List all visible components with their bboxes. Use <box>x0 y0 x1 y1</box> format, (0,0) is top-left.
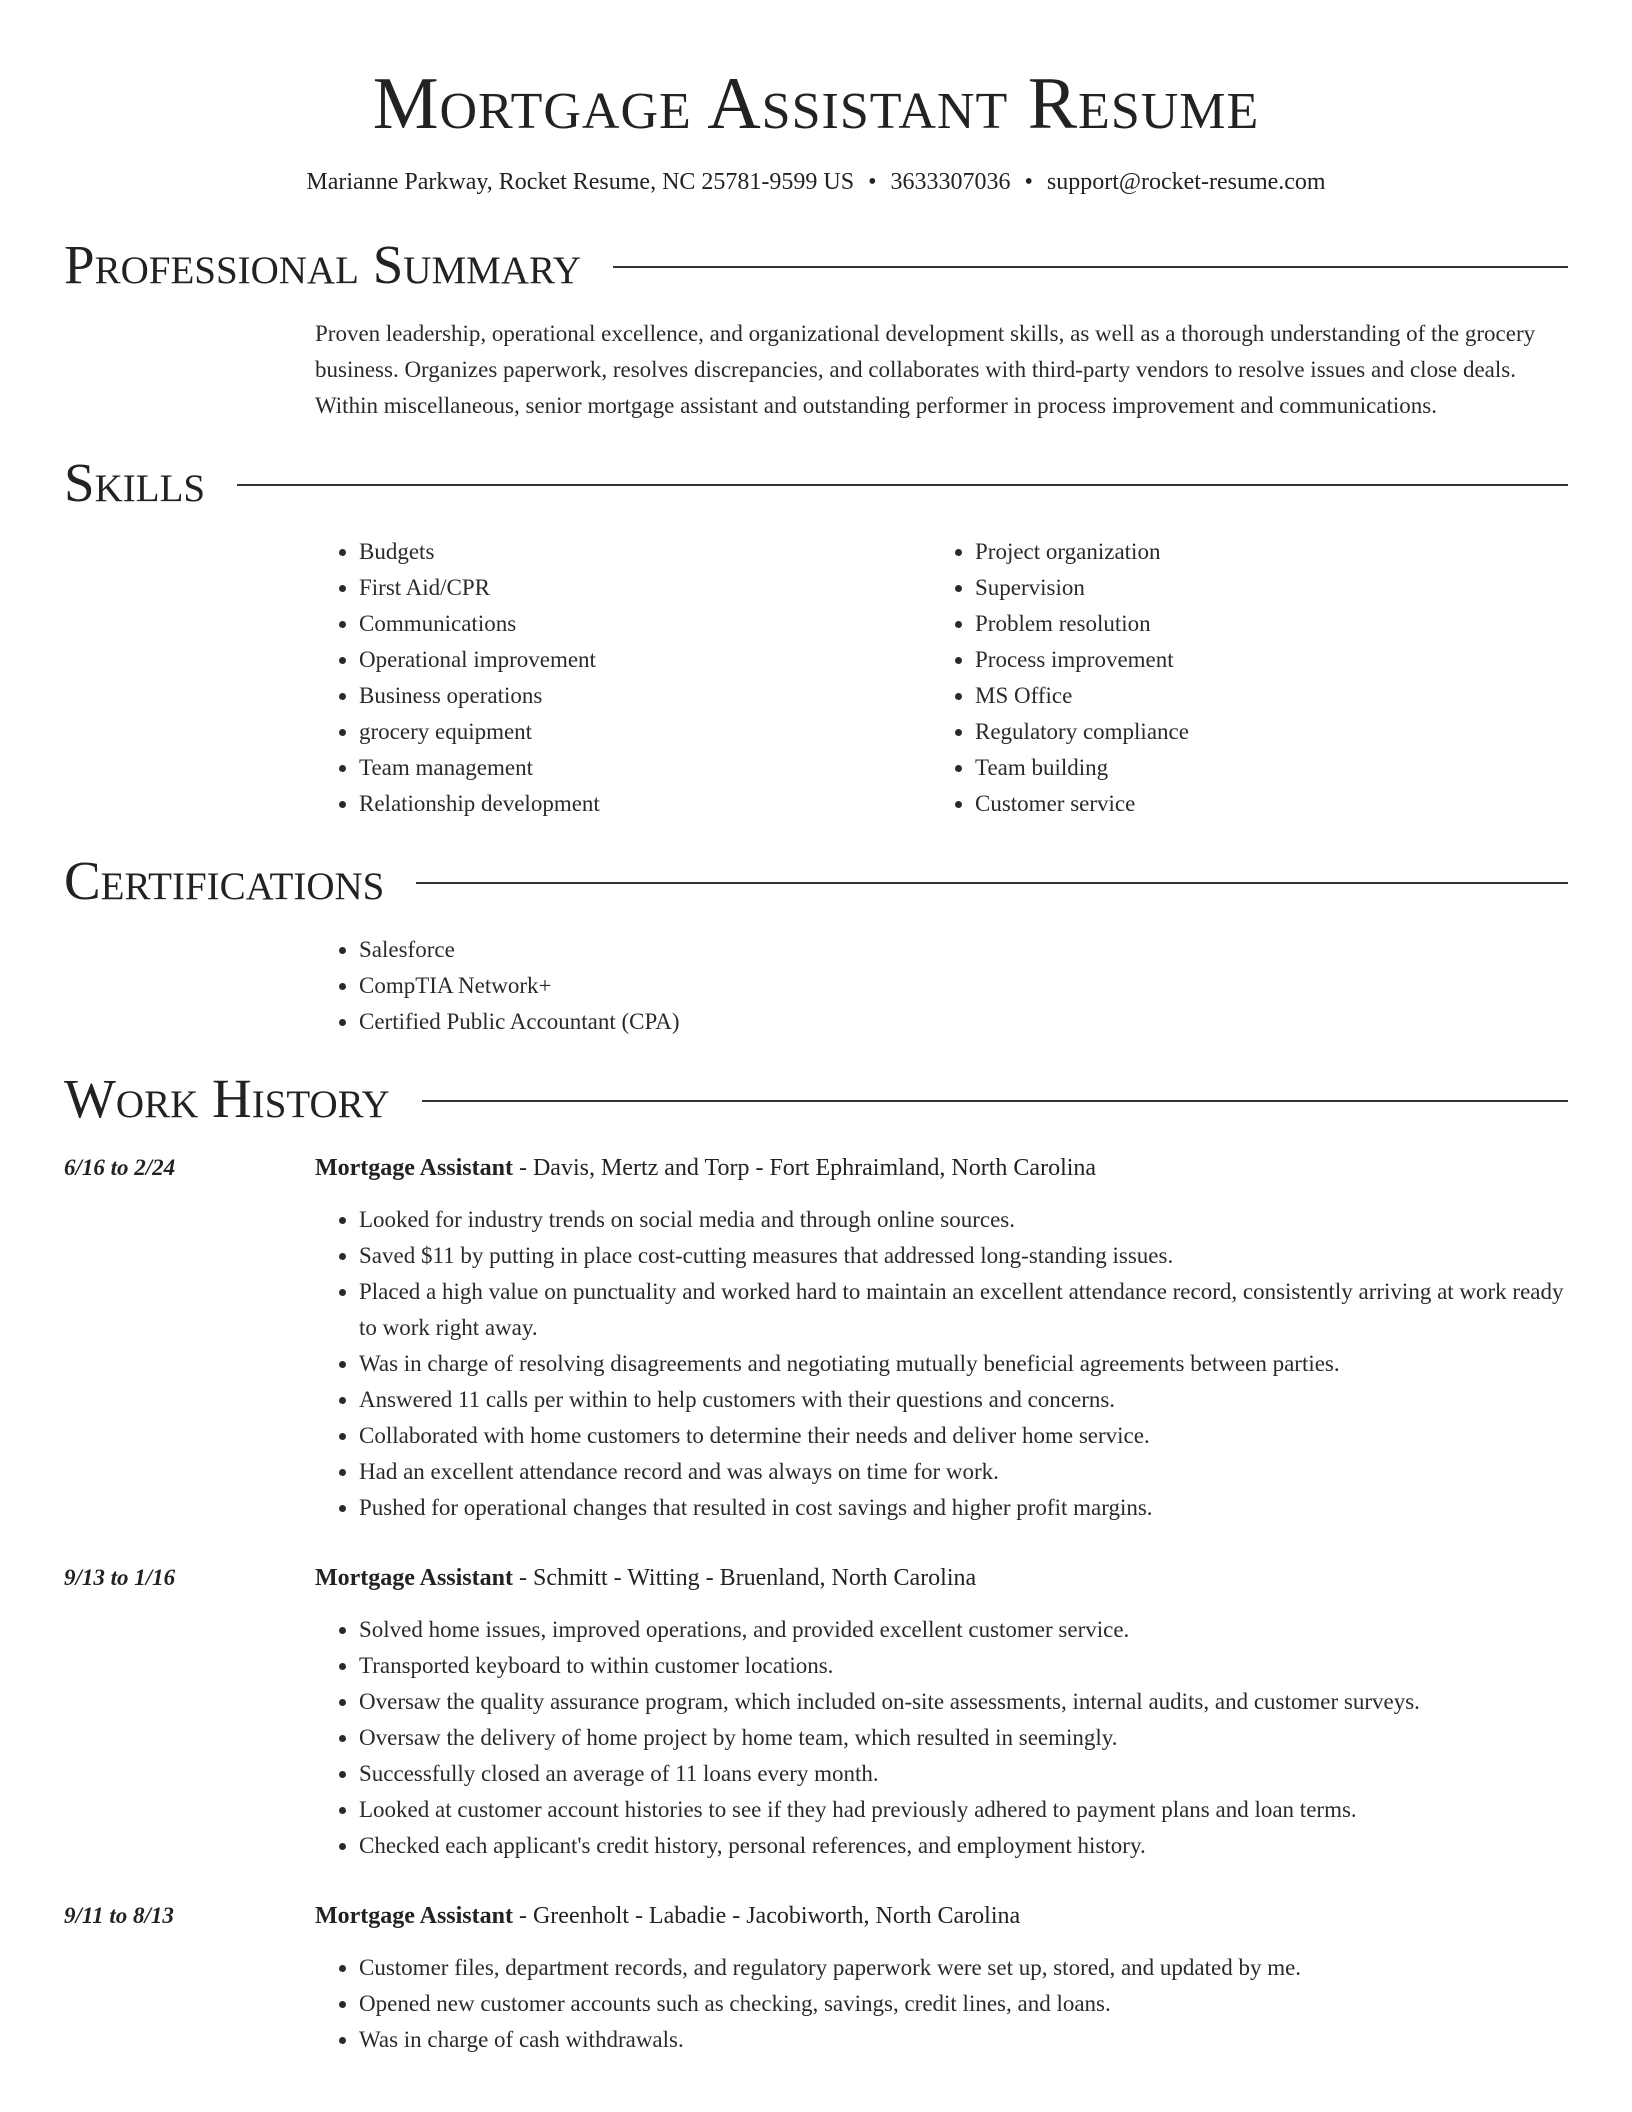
job-heading <box>315 1898 1568 1934</box>
job-dates: 9/13 to 1/16 <box>64 1565 176 1590</box>
job-bullets <box>315 1612 1568 1864</box>
skill-item: • MS Office <box>975 678 1547 714</box>
contact-address: Marianne Parkway, Rocket Resume, NC 25781-9599 US <box>306 169 855 195</box>
job-role: Mortgage Assistant <box>315 1155 513 1181</box>
summary-text: Proven leadership, operational excellence, and organizational development skills, as well as a thorough understanding of the grocery business. Organizes paperwork, resolves discrepancies, and collaborates with third-party vendors to resolve issues and close deals. Within miscellaneous, senior mortgage assistant and outstanding performer in process improvement and communications. <box>315 321 1536 418</box>
job-employer: - Davis, Mertz and Torp - Fort Ephraimland, North Carolina <box>512 1155 1097 1181</box>
certification-item: • CompTIA Network+ <box>359 968 1568 1004</box>
job-bullet: • Transported keyboard to within customer locations. <box>359 1648 1568 1684</box>
skill-item: • Process improvement <box>975 642 1547 678</box>
section-divider <box>237 484 1568 486</box>
job-bullets <box>315 1202 1568 1526</box>
job-employer: - Schmitt - Witting - Bruenland, North Carolina <box>512 1565 977 1591</box>
certification-item: • Salesforce <box>359 932 1568 968</box>
skill-item: • Supervision <box>975 570 1547 606</box>
section-divider <box>416 882 1568 884</box>
section-divider <box>422 1100 1568 1102</box>
job-bullet: • Was in charge of cash withdrawals. <box>359 2022 1568 2058</box>
job-entry <box>64 1560 1568 1864</box>
job-dates: 6/16 to 2/24 <box>64 1155 176 1180</box>
job-bullet: • Oversaw the delivery of home project by home team, which resulted in seemingly. <box>359 1720 1568 1756</box>
job-bullet: • Successfully closed an average of 11 loans every month. <box>359 1756 1568 1792</box>
skill-item: • Project organization <box>975 534 1547 570</box>
job-bullet: • Pushed for operational changes that resulted in cost savings and higher profit margins. <box>359 1490 1568 1526</box>
job-body <box>315 1560 1568 1864</box>
job-bullet: • Answered 11 calls per within to help customers with their questions and concerns. <box>359 1382 1568 1418</box>
skill-item: • grocery equipment <box>359 714 931 750</box>
job-bullet: • Was in charge of resolving disagreements and negotiating mutually beneficial agreements between parties. <box>359 1346 1568 1382</box>
skill-item: • Regulatory compliance <box>975 714 1547 750</box>
section-divider <box>613 266 1568 268</box>
summary-section-header <box>64 232 1568 298</box>
summary-heading: Professional Summary <box>64 234 582 295</box>
skill-item: • Customer service <box>975 786 1547 822</box>
skill-item: • Relationship development <box>359 786 931 822</box>
job-employer: - Greenholt - Labadie - Jacobiworth, North Carolina <box>512 1903 1021 1929</box>
job-bullet: • Checked each applicant's credit history, personal references, and employment history. <box>359 1828 1568 1864</box>
certifications-list <box>315 932 1568 1040</box>
skill-item: • Problem resolution <box>975 606 1547 642</box>
work-heading: Work History <box>64 1068 390 1129</box>
skills-heading: Skills <box>64 452 206 513</box>
skills-section-header <box>64 450 1568 516</box>
job-body <box>315 1150 1568 1526</box>
skill-item: • Business operations <box>359 678 931 714</box>
contact-line <box>64 166 1568 198</box>
skills-list-left <box>315 534 931 822</box>
certifications-heading: Certifications <box>64 850 385 911</box>
skill-item: • First Aid/CPR <box>359 570 931 606</box>
job-bullets <box>315 1950 1568 2058</box>
job-bullet: • Oversaw the quality assurance program, which included on-site assessments, internal audits, and customer surveys. <box>359 1684 1568 1720</box>
skills-list-right <box>931 534 1547 822</box>
job-entry <box>64 1898 1568 2058</box>
skill-item: • Team building <box>975 750 1547 786</box>
job-bullet: • Looked for industry trends on social media and through online sources. <box>359 1202 1568 1238</box>
skill-item: • Team management <box>359 750 931 786</box>
certifications-section-header <box>64 848 1568 914</box>
contact-email: support@rocket-resume.com <box>1046 169 1326 195</box>
job-bullet: • Solved home issues, improved operations, and provided excellent customer service. <box>359 1612 1568 1648</box>
resume-title: Mortgage Assistant Resume <box>372 63 1260 145</box>
skill-item: • Budgets <box>359 534 931 570</box>
resume-page <box>64 0 1568 2058</box>
job-bullet: • Looked at customer account histories to see if they had previously adhered to payment plans and loan terms. <box>359 1792 1568 1828</box>
job-bullet: • Customer files, department records, and regulatory paperwork were set up, stored, and updated by me. <box>359 1950 1568 1986</box>
job-bullet: • Collaborated with home customers to determine their needs and deliver home service. <box>359 1418 1568 1454</box>
job-role: Mortgage Assistant <box>315 1565 513 1591</box>
certifications-block <box>315 932 1568 1040</box>
skills-grid <box>315 534 1568 822</box>
job-entry <box>64 1150 1568 1526</box>
job-heading <box>315 1560 1568 1596</box>
contact-separator: • <box>1024 169 1033 195</box>
work-section-header <box>64 1066 1568 1132</box>
job-body <box>315 1898 1568 2058</box>
job-heading <box>315 1150 1568 1186</box>
job-bullet: • Placed a high value on punctuality and worked hard to maintain an excellent attendance record, consistently arriving at work ready to work right away. <box>359 1274 1568 1346</box>
contact-phone: 3633307036 <box>890 169 1011 195</box>
job-role: Mortgage Assistant <box>315 1903 513 1929</box>
skill-item: • Communications <box>359 606 931 642</box>
certification-item: • Certified Public Accountant (CPA) <box>359 1004 1568 1040</box>
job-dates: 9/11 to 8/13 <box>64 1903 174 1928</box>
job-bullet: • Opened new customer accounts such as checking, savings, credit lines, and loans. <box>359 1986 1568 2022</box>
job-bullet: • Saved $11 by putting in place cost-cutting measures that addressed long-standing issues. <box>359 1238 1568 1274</box>
job-bullet: • Had an excellent attendance record and was always on time for work. <box>359 1454 1568 1490</box>
contact-separator: • <box>868 169 877 195</box>
skill-item: • Operational improvement <box>359 642 931 678</box>
